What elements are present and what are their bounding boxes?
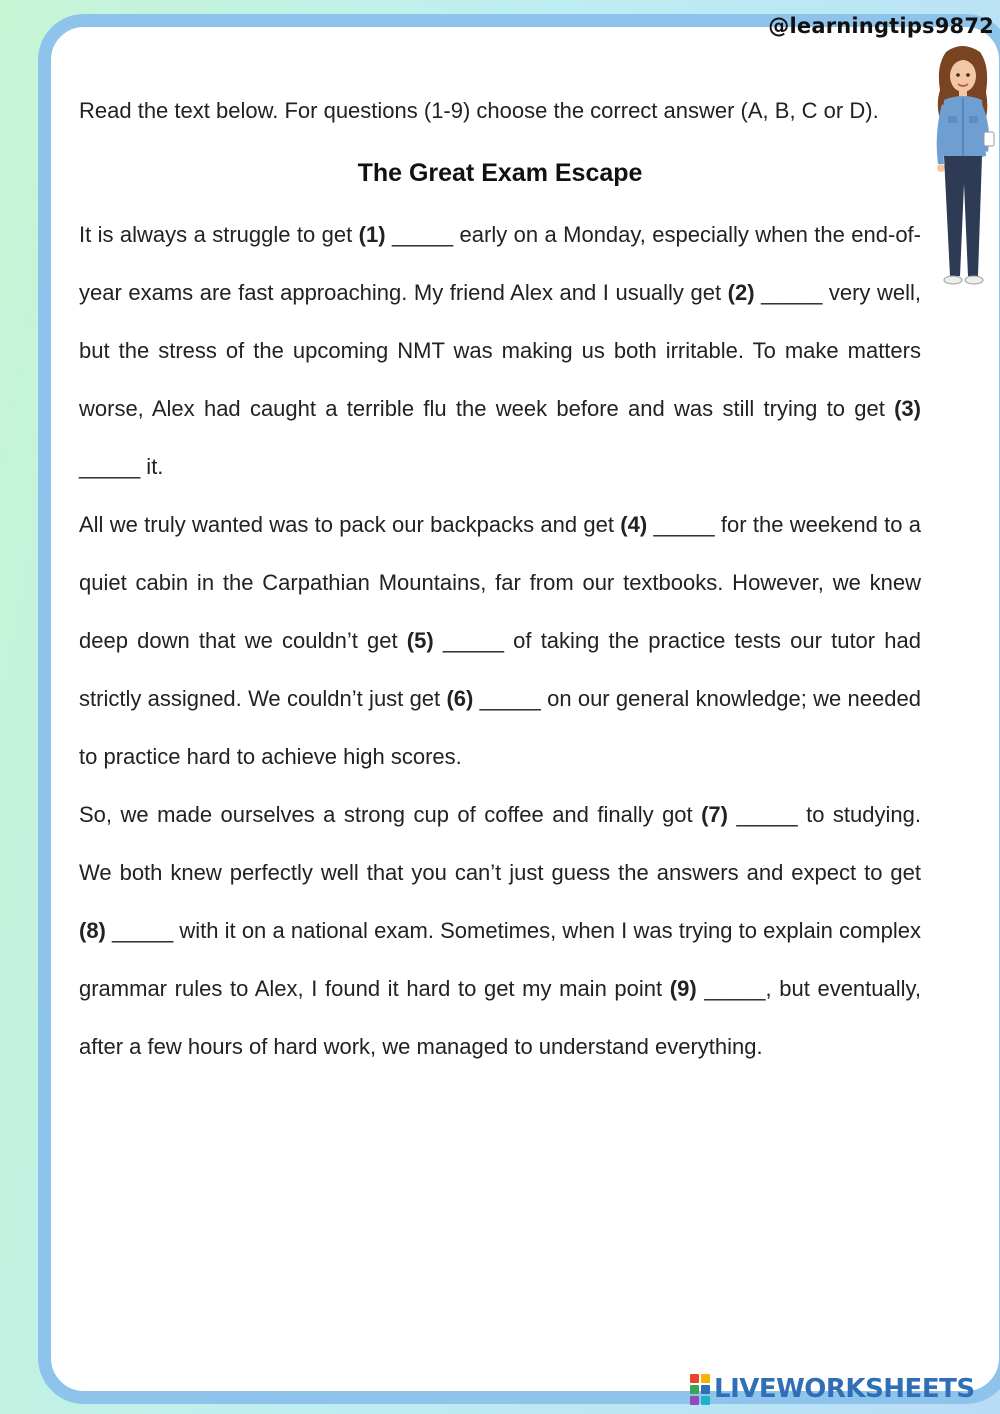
gap-number: (9): [669, 976, 697, 1001]
passage-paragraph: All we truly wanted was to pack our backpacks and get (4) _____ for the weekend to a quiet cabin in the Carpathian Mountains, far from our textbooks. However, we knew deep down that we couldn’t get (5) _____ of taking the practice tests our tutor had strictly assigned. We couldn’t just get (6) _____ on our general knowledge; we needed to practice hard to achieve high scores.: [79, 512, 922, 769]
instructions: Read the text below. For questions (1-9) choose the correct answer (A, B, C or D).: [79, 98, 879, 123]
gap-number: (7): [701, 802, 728, 827]
author-handle: @learningtips9872: [768, 14, 994, 38]
answer-blank[interactable]: _____: [653, 512, 715, 537]
answer-blank[interactable]: _____: [79, 454, 141, 479]
passage-paragraph: It is always a struggle to get (1) _____ early on a Monday, especially when the end-of-year exams are fast approaching. My friend Alex and I usually get (2) _____ very well, but the stress of the upcoming NMT was making us both irritable. To make matters worse, Alex had caught a terrible flu the week before and was still trying to get (3) _____ it.: [79, 222, 922, 479]
gap-number: (3): [894, 396, 921, 421]
passage-title: The Great Exam Escape: [357, 159, 643, 187]
answer-blank[interactable]: _____: [112, 918, 174, 943]
liveworksheets-logo: [690, 1374, 975, 1404]
gap-number: (2): [727, 280, 755, 305]
passage: [79, 206, 921, 1076]
gap-number: (4): [620, 512, 648, 537]
gap-number: (6): [446, 686, 474, 711]
cartoon-girl-icon: [924, 44, 1000, 294]
answer-blank[interactable]: _____: [479, 686, 541, 711]
answer-blank[interactable]: _____: [704, 976, 766, 1001]
passage-paragraph: So, we made ourselves a strong cup of coffee and finally got (7) _____ to studying. We both knew perfectly well that you can’t just guess the answers and expect to get (8) _____ with it on a national exam. Sometimes, when I was trying to explain complex grammar rules to Alex, I found it hard to get my main point (9) _____, but eventually, after a few hours of hard work, we managed to understand everything.: [79, 802, 921, 1059]
gap-number: (5): [406, 628, 434, 653]
worksheet-content: [79, 82, 921, 1076]
gap-number: (1): [358, 222, 386, 247]
answer-blank[interactable]: _____: [736, 802, 798, 827]
gap-number: (8): [79, 918, 106, 943]
answer-blank[interactable]: _____: [761, 280, 823, 305]
logo-text: LIVEWORKSHEETS: [714, 1374, 975, 1404]
logo-icon: [690, 1374, 710, 1405]
answer-blank[interactable]: _____: [391, 222, 454, 247]
answer-blank[interactable]: _____: [442, 628, 505, 653]
